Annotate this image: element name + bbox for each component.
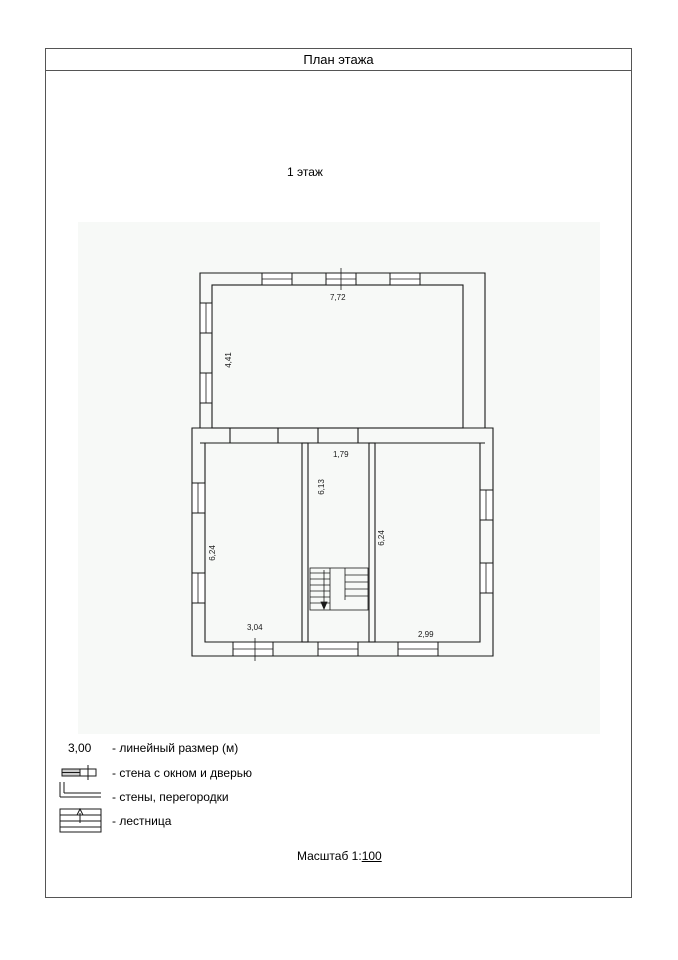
sheet-title: План этажа xyxy=(46,49,631,71)
dim-left-room-depth: 6,24 xyxy=(208,545,217,561)
scale-label xyxy=(297,849,382,863)
dim-left-room-width: 3,04 xyxy=(247,623,263,632)
legend-linear: - линейный размер (м) xyxy=(112,741,239,755)
dim-top-room-width: 7,72 xyxy=(330,293,346,302)
scale-value: 100 xyxy=(361,849,382,863)
dim-corridor-width: 1,79 xyxy=(333,450,349,459)
floor-label: 1 этаж xyxy=(287,165,323,179)
legend-linear-sample: 3,00 xyxy=(68,741,92,755)
legend-wall-window-icon xyxy=(62,765,96,780)
scale-prefix: Масштаб 1: xyxy=(297,849,362,863)
dim-top-room-depth: 4,41 xyxy=(224,352,233,368)
dim-corridor-depth: 6,13 xyxy=(317,479,326,495)
legend-walls: - стены, перегородки xyxy=(112,790,229,804)
legend-wall-window-door: - стена с окном и дверью xyxy=(112,766,253,780)
dim-right-room-width: 2,99 xyxy=(418,630,434,639)
legend-walls-icon xyxy=(60,782,101,797)
legend-stairs: - лестница xyxy=(112,814,172,828)
legend-stairs-icon xyxy=(60,809,101,832)
dim-right-room-depth: 6,24 xyxy=(377,530,386,546)
